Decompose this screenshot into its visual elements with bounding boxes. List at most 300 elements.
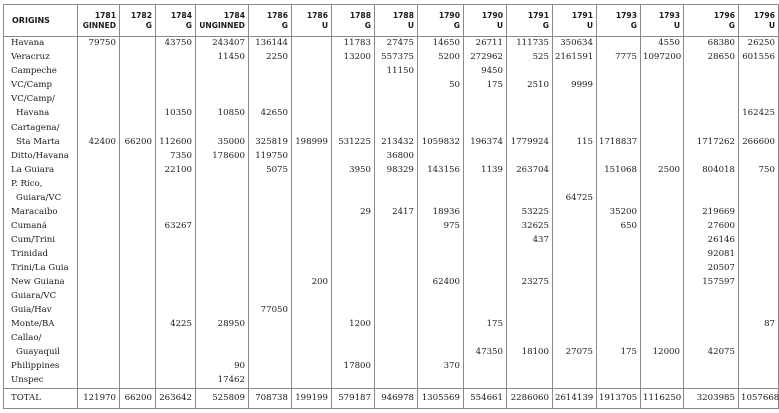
- value-cell: [597, 234, 641, 248]
- value-cell: [507, 248, 553, 262]
- value-cell: 77050: [249, 304, 292, 318]
- table-row: [4, 220, 779, 234]
- value-cell: [78, 191, 120, 205]
- value-cell: [464, 149, 507, 163]
- value-cell: [641, 93, 684, 107]
- table-row: [4, 121, 779, 135]
- value-cell: [641, 374, 684, 389]
- value-cell: [418, 65, 464, 79]
- origin-cell: New Guiana: [4, 276, 78, 290]
- value-cell: [739, 177, 779, 191]
- value-cell: 2417: [375, 205, 418, 219]
- value-cell: [418, 346, 464, 360]
- value-cell: [78, 304, 120, 318]
- value-cell: [684, 290, 739, 304]
- value-cell: [641, 318, 684, 332]
- value-cell: 119750: [249, 149, 292, 163]
- value-cell: [156, 262, 196, 276]
- value-cell: [375, 262, 418, 276]
- table-row: [4, 79, 779, 93]
- value-cell: [641, 177, 684, 191]
- value-cell: [375, 290, 418, 304]
- origin-cell: Ditto/Havana: [4, 149, 78, 163]
- value-cell: 111735: [507, 37, 553, 52]
- value-cell: [196, 121, 249, 135]
- value-cell: 27075: [553, 346, 597, 360]
- table-row: [4, 374, 779, 389]
- origin-cell: Unspec: [4, 374, 78, 389]
- value-cell: [78, 332, 120, 346]
- value-cell: [156, 65, 196, 79]
- value-cell: [249, 262, 292, 276]
- value-cell: 2500: [641, 163, 684, 177]
- table-row: [4, 360, 779, 374]
- origin-cell: Cartagena/: [4, 121, 78, 135]
- value-cell: 63267: [156, 220, 196, 234]
- origin-cell: Havana: [4, 37, 78, 52]
- value-cell: [507, 121, 553, 135]
- column-type: G: [281, 20, 288, 30]
- value-cell: [120, 177, 156, 191]
- total-cell: 1057668: [739, 389, 779, 409]
- value-cell: 14650: [418, 37, 464, 52]
- column-header: [375, 5, 418, 37]
- value-cell: [120, 149, 156, 163]
- origin-cell: Cum/Trini: [4, 234, 78, 248]
- value-cell: [684, 360, 739, 374]
- value-cell: [78, 51, 120, 65]
- value-cell: [78, 220, 120, 234]
- value-cell: [332, 177, 375, 191]
- value-cell: [120, 360, 156, 374]
- origin-cell: Guiara/VC: [4, 290, 78, 304]
- value-cell: [249, 177, 292, 191]
- value-cell: [739, 374, 779, 389]
- value-cell: [120, 37, 156, 52]
- value-cell: [739, 65, 779, 79]
- value-cell: [78, 177, 120, 191]
- value-cell: 18936: [418, 205, 464, 219]
- value-cell: [156, 234, 196, 248]
- value-cell: [156, 191, 196, 205]
- value-cell: [464, 262, 507, 276]
- value-cell: [641, 304, 684, 318]
- value-cell: [78, 374, 120, 389]
- value-cell: 53225: [507, 205, 553, 219]
- column-header: [249, 5, 292, 37]
- value-cell: [78, 290, 120, 304]
- table-row: [4, 191, 779, 205]
- value-cell: [553, 248, 597, 262]
- origin-cell: Havana: [4, 107, 78, 121]
- table-row: [4, 318, 779, 332]
- value-cell: 219669: [684, 205, 739, 219]
- column-year: 1786: [306, 11, 328, 20]
- value-cell: [332, 149, 375, 163]
- value-cell: [684, 149, 739, 163]
- value-cell: [249, 220, 292, 234]
- value-cell: [641, 360, 684, 374]
- value-cell: 10350: [156, 107, 196, 121]
- table-row: [4, 135, 779, 149]
- value-cell: [332, 121, 375, 135]
- value-cell: [375, 220, 418, 234]
- column-header: [597, 5, 641, 37]
- value-cell: [418, 121, 464, 135]
- value-cell: 175: [464, 79, 507, 93]
- value-cell: 2161591: [553, 51, 597, 65]
- value-cell: [507, 177, 553, 191]
- value-cell: [739, 248, 779, 262]
- value-cell: [553, 121, 597, 135]
- column-year: 1790: [438, 11, 460, 20]
- value-cell: [553, 360, 597, 374]
- value-cell: [78, 346, 120, 360]
- value-cell: [249, 276, 292, 290]
- value-cell: [507, 65, 553, 79]
- value-cell: [292, 65, 332, 79]
- value-cell: [684, 191, 739, 205]
- value-cell: 178600: [196, 149, 249, 163]
- value-cell: 200: [292, 276, 332, 290]
- value-cell: [120, 93, 156, 107]
- value-cell: [249, 318, 292, 332]
- value-cell: [249, 79, 292, 93]
- value-cell: [249, 360, 292, 374]
- table-row: [4, 205, 779, 219]
- value-cell: [464, 276, 507, 290]
- value-cell: [597, 276, 641, 290]
- value-cell: [464, 177, 507, 191]
- value-cell: [292, 79, 332, 93]
- value-cell: [332, 332, 375, 346]
- value-cell: [739, 290, 779, 304]
- value-cell: [156, 205, 196, 219]
- value-cell: [292, 304, 332, 318]
- value-cell: 66200: [120, 135, 156, 149]
- value-cell: [196, 220, 249, 234]
- table-row: [4, 51, 779, 65]
- total-cell: 2614139: [553, 389, 597, 409]
- value-cell: [120, 262, 156, 276]
- value-cell: [739, 304, 779, 318]
- origin-cell: Monte/BA: [4, 318, 78, 332]
- value-cell: [641, 107, 684, 121]
- value-cell: [292, 37, 332, 52]
- value-cell: [156, 276, 196, 290]
- value-cell: [156, 332, 196, 346]
- value-cell: [597, 332, 641, 346]
- value-cell: [418, 290, 464, 304]
- value-cell: [418, 374, 464, 389]
- table-row: [4, 290, 779, 304]
- origin-cell: VC/Camp: [4, 79, 78, 93]
- value-cell: [641, 262, 684, 276]
- column-type: U: [407, 20, 414, 30]
- total-row: [4, 389, 779, 409]
- column-year: 1793: [658, 11, 680, 20]
- value-cell: [249, 248, 292, 262]
- value-cell: [156, 177, 196, 191]
- value-cell: [553, 304, 597, 318]
- value-cell: [78, 107, 120, 121]
- value-cell: 42075: [684, 346, 739, 360]
- value-cell: 1779924: [507, 135, 553, 149]
- total-cell: 66200: [120, 389, 156, 409]
- value-cell: [332, 304, 375, 318]
- value-cell: [553, 318, 597, 332]
- column-type: U: [496, 20, 503, 30]
- value-cell: 13200: [332, 51, 375, 65]
- value-cell: 68380: [684, 37, 739, 52]
- column-year: 1796: [753, 11, 775, 20]
- value-cell: [292, 262, 332, 276]
- value-cell: [597, 121, 641, 135]
- value-cell: [739, 205, 779, 219]
- value-cell: [641, 276, 684, 290]
- value-cell: [332, 374, 375, 389]
- value-cell: 9450: [464, 65, 507, 79]
- value-cell: [78, 79, 120, 93]
- value-cell: [684, 332, 739, 346]
- table-row: [4, 149, 779, 163]
- value-cell: [739, 121, 779, 135]
- value-cell: 196374: [464, 135, 507, 149]
- value-cell: [739, 234, 779, 248]
- column-type: G: [145, 20, 152, 30]
- value-cell: [249, 332, 292, 346]
- table-row: [4, 262, 779, 276]
- value-cell: [196, 346, 249, 360]
- value-cell: [375, 107, 418, 121]
- origin-cell: Trini/La Guia: [4, 262, 78, 276]
- value-cell: 18100: [507, 346, 553, 360]
- table-body: [4, 37, 779, 389]
- column-year: 1786: [266, 11, 288, 20]
- table-row: [4, 304, 779, 318]
- value-cell: 29: [332, 205, 375, 219]
- value-cell: [120, 121, 156, 135]
- value-cell: [597, 79, 641, 93]
- table-row: [4, 248, 779, 262]
- value-cell: [597, 248, 641, 262]
- table-row: [4, 177, 779, 191]
- value-cell: [249, 191, 292, 205]
- value-cell: [292, 318, 332, 332]
- origin-cell: Guia/Hav: [4, 304, 78, 318]
- value-cell: 1097200: [641, 51, 684, 65]
- value-cell: [375, 177, 418, 191]
- value-cell: [464, 205, 507, 219]
- value-cell: 50: [418, 79, 464, 93]
- value-cell: [739, 220, 779, 234]
- value-cell: 26711: [464, 37, 507, 52]
- value-cell: [641, 65, 684, 79]
- value-cell: [597, 149, 641, 163]
- value-cell: 20507: [684, 262, 739, 276]
- value-cell: [120, 276, 156, 290]
- value-cell: 437: [507, 234, 553, 248]
- value-cell: [641, 234, 684, 248]
- value-cell: [156, 290, 196, 304]
- value-cell: [196, 234, 249, 248]
- value-cell: 531225: [332, 135, 375, 149]
- value-cell: 1718837: [597, 135, 641, 149]
- value-cell: [597, 360, 641, 374]
- value-cell: [249, 290, 292, 304]
- table-row: [4, 276, 779, 290]
- value-cell: [739, 360, 779, 374]
- value-cell: [553, 205, 597, 219]
- value-cell: [739, 276, 779, 290]
- value-cell: [249, 121, 292, 135]
- value-cell: [120, 374, 156, 389]
- value-cell: [292, 107, 332, 121]
- column-type: U: [321, 20, 328, 30]
- column-year: 1788: [349, 11, 371, 20]
- value-cell: [553, 220, 597, 234]
- value-cell: [375, 332, 418, 346]
- value-cell: [78, 262, 120, 276]
- value-cell: 17800: [332, 360, 375, 374]
- value-cell: [332, 191, 375, 205]
- value-cell: [332, 346, 375, 360]
- value-cell: [292, 234, 332, 248]
- value-cell: [684, 107, 739, 121]
- total-label: TOTAL: [4, 389, 78, 409]
- value-cell: [507, 360, 553, 374]
- origin-cell: Cumaná: [4, 220, 78, 234]
- column-type: U: [586, 20, 593, 30]
- table-footer: [4, 389, 779, 409]
- value-cell: [375, 360, 418, 374]
- value-cell: 27600: [684, 220, 739, 234]
- value-cell: 325819: [249, 135, 292, 149]
- value-cell: [120, 304, 156, 318]
- value-cell: [78, 93, 120, 107]
- value-cell: [553, 262, 597, 276]
- value-cell: [332, 65, 375, 79]
- value-cell: [684, 374, 739, 389]
- value-cell: 26146: [684, 234, 739, 248]
- value-cell: [553, 65, 597, 79]
- value-cell: [332, 248, 375, 262]
- table-row: [4, 65, 779, 79]
- value-cell: [597, 290, 641, 304]
- value-cell: 12000: [641, 346, 684, 360]
- value-cell: [464, 360, 507, 374]
- origins-column-header: ORIGINS: [4, 5, 78, 37]
- column-type: U: [673, 20, 680, 30]
- total-cell: 946978: [375, 389, 418, 409]
- value-cell: [641, 149, 684, 163]
- value-cell: [684, 93, 739, 107]
- column-header: [464, 5, 507, 37]
- value-cell: [120, 220, 156, 234]
- origin-cell: Maracaibo: [4, 205, 78, 219]
- column-year: 1791: [571, 11, 593, 20]
- value-cell: [507, 318, 553, 332]
- value-cell: [332, 93, 375, 107]
- value-cell: 525: [507, 51, 553, 65]
- origin-cell: Callao/: [4, 332, 78, 346]
- value-cell: [464, 290, 507, 304]
- value-cell: [684, 65, 739, 79]
- value-cell: 162425: [739, 107, 779, 121]
- header-row: [4, 5, 779, 37]
- total-cell: 1305569: [418, 389, 464, 409]
- column-type: GINNED: [82, 20, 116, 30]
- value-cell: 1059832: [418, 135, 464, 149]
- value-cell: 11783: [332, 37, 375, 52]
- column-year: 1784: [223, 11, 245, 20]
- value-cell: [641, 290, 684, 304]
- value-cell: [292, 191, 332, 205]
- value-cell: 1139: [464, 163, 507, 177]
- value-cell: [464, 93, 507, 107]
- value-cell: [196, 304, 249, 318]
- value-cell: [196, 191, 249, 205]
- value-cell: [553, 290, 597, 304]
- column-type: G: [185, 20, 192, 30]
- value-cell: [597, 262, 641, 276]
- value-cell: [597, 304, 641, 318]
- value-cell: [196, 163, 249, 177]
- value-cell: [196, 79, 249, 93]
- value-cell: [249, 93, 292, 107]
- value-cell: [739, 79, 779, 93]
- value-cell: [249, 374, 292, 389]
- value-cell: [641, 121, 684, 135]
- total-cell: 3203985: [684, 389, 739, 409]
- column-header: [739, 5, 779, 37]
- table-row: [4, 107, 779, 121]
- value-cell: 28650: [684, 51, 739, 65]
- origin-cell: Guiara/VC: [4, 191, 78, 205]
- value-cell: [78, 276, 120, 290]
- value-cell: [464, 121, 507, 135]
- origin-cell: Guayaquil: [4, 346, 78, 360]
- value-cell: [739, 262, 779, 276]
- column-header: [120, 5, 156, 37]
- origin-cell: Sta Marta: [4, 135, 78, 149]
- value-cell: 9999: [553, 79, 597, 93]
- value-cell: [464, 191, 507, 205]
- value-cell: 5075: [249, 163, 292, 177]
- value-cell: [464, 248, 507, 262]
- value-cell: [78, 248, 120, 262]
- total-cell: 708738: [249, 389, 292, 409]
- value-cell: [507, 107, 553, 121]
- value-cell: [739, 332, 779, 346]
- value-cell: [292, 220, 332, 234]
- value-cell: 2250: [249, 51, 292, 65]
- value-cell: [641, 79, 684, 93]
- total-cell: 579187: [332, 389, 375, 409]
- origin-cell: Trinidad: [4, 248, 78, 262]
- table-row: [4, 163, 779, 177]
- value-cell: [78, 360, 120, 374]
- value-cell: [196, 93, 249, 107]
- total-cell: 1913705: [597, 389, 641, 409]
- value-cell: [156, 93, 196, 107]
- value-cell: [418, 93, 464, 107]
- value-cell: [418, 304, 464, 318]
- value-cell: 79750: [78, 37, 120, 52]
- value-cell: [196, 290, 249, 304]
- value-cell: [78, 149, 120, 163]
- value-cell: [553, 93, 597, 107]
